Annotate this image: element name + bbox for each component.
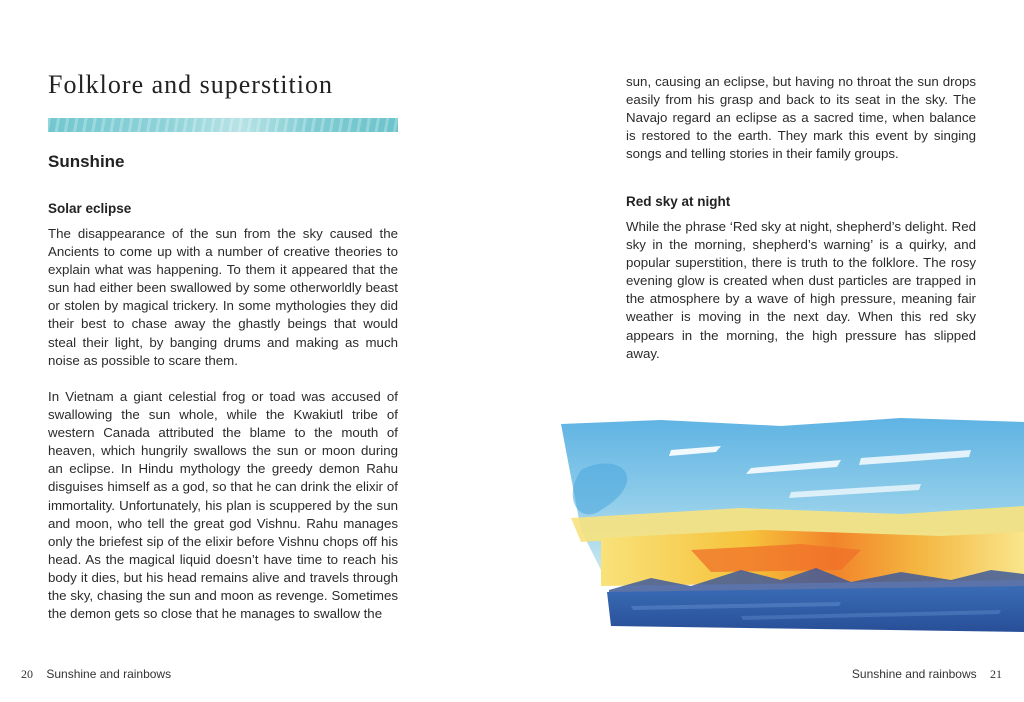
subheading-red-sky: Red sky at night <box>626 194 731 209</box>
paragraph-eclipse-myths: In Vietnam a giant celestial frog or toad was accused of swallowing the sun whole, while the Kwakiutl tribe of western Canada attributed the blame to the mouth of heaven, which hungrily swallows the sun or moon during an eclipse. In Hindu mythology the greedy demon Rahu disguises himself as a god, so that he can drink the elixir of immortality. Unfortunately, his plan is scuppered by the sun and moon, who tell the great god Vishnu. Rahu manages only the briefest sip of the elixir before Vishnu chops off his head. As the magical liquid doesn’t have time to reach his body it dies, but his head remains alive and travels through the sky, chasing the sun and moon as revenge. Sometimes the demon gets so close that he manages to swallow the <box>48 389 398 622</box>
title-rule-decoration <box>48 118 398 132</box>
paragraph-eclipse-ancients: The disappearance of the sun from the sky caused the Ancients to come up with a number of creative theories to explain what was happening. To them it appeared that the sun had either been swallowed by some otherworldly beast or stolen by magical trickery. In some mythologies they did their best to chase away the ghastly beings that would steal their light, by banging drums and making as much noise as possible to scare them. <box>48 226 398 368</box>
right-footer <box>852 667 1002 682</box>
running-title: Sunshine and rainbows <box>46 667 172 681</box>
sunset-watercolor-illustration <box>541 410 1024 632</box>
subheading-solar-eclipse: Solar eclipse <box>48 201 132 216</box>
left-footer <box>21 667 171 682</box>
paragraph-eclipse-continued: sun, causing an eclipse, but having no throat the sun drops easily from his grasp and back to its seat in the sky. The Navajo regard an eclipse as a sacred time, when balance is restored to the earth. They mark this event by singing songs and telling stories in their family groups. <box>626 74 976 162</box>
paragraph-red-sky: While the phrase ‘Red sky at night, shepherd’s delight. Red sky in the morning, shepherd’s warning’ is a quirky, and popular superstition, there is truth to the folklore. The rosy evening glow is created when dust particles are trapped in the atmosphere by a wave of high pressure, meaning fair weather is moving in the next day. When this red sky appears in the morning, the high pressure has slipped away. <box>626 219 976 361</box>
section-heading: Sunshine <box>48 152 125 171</box>
page-number: 21 <box>990 667 1002 681</box>
page-number: 20 <box>21 667 33 681</box>
running-title: Sunshine and rainbows <box>851 667 977 681</box>
chapter-title: Folklore and superstition <box>48 70 333 99</box>
